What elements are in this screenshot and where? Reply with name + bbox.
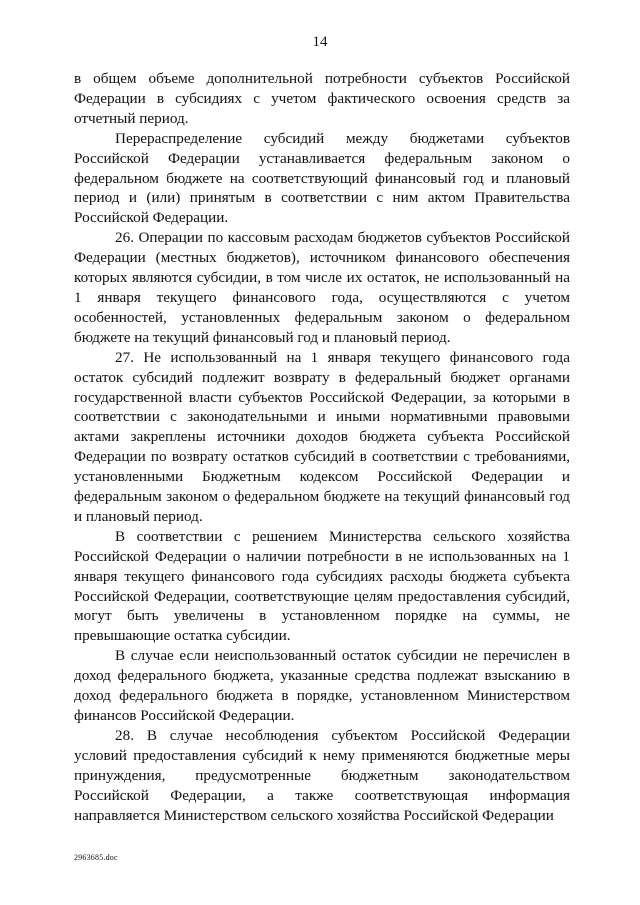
paragraph-item-27: 27. Не использованный на 1 января текущего финансового года остаток субсидий подлежит возврату в федеральный бюджет органами государственной власти субъектов Российской Федерации, за которыми в соответствии с законодательными и иными нормативными правовыми актами закреплены источники доходов бюджета субъекта Российской Федерации по возврату остатков субсидий в соответствии с требованиями, установленными Бюджетным кодексом Российской Федерации и федеральным законом о федеральном бюджете на текущий финансовый год и плановый период. bbox=[74, 348, 570, 525]
paragraph-item-28: 28. В случае несоблюдения субъектом Российской Федерации условий предоставления субсидий к нему применяются бюджетные меры принуждения, предусмотренные бюджетным законодательством Российской Федерации, а также соответствующая информация направляется Министерством сельского хозяйства Российской Федерации bbox=[74, 726, 570, 824]
document-body bbox=[74, 69, 570, 825]
document-file-code: 2963685.doc bbox=[74, 853, 118, 862]
paragraph-item-26: 26. Операции по кассовым расходам бюджетов субъектов Российской Федерации (местных бюджетов), источником финансового обеспечения которых являются субсидии, в том числе их остаток, не использованный на 1 января текущего финансового года, осуществляются с учетом особенностей, установленных федеральным законом о федеральном бюджете на текущий финансовый год и плановый период. bbox=[74, 229, 570, 346]
paragraph-redistribution: Перераспределение субсидий между бюджетами субъектов Российской Федерации устанавливается федеральным законом о федеральном бюджете на соответствующий финансовый год и плановый период и (или) принятым в соответствии с ним актом Правительства Российской Федерации. bbox=[74, 129, 570, 227]
page-number: 14 bbox=[312, 34, 328, 50]
paragraph-continuation: в общем объеме дополнительной потребности субъектов Российской Федерации в субсидиях с учетом фактического освоения средств за отчетный период. bbox=[74, 70, 570, 127]
paragraph-unused-balance: В случае если неиспользованный остаток субсидии не перечислен в доход федерального бюджета, указанные средства подлежат взысканию в доход федерального бюджета в порядке, установленном Министерством финансов Российской Федерации. bbox=[74, 647, 570, 724]
paragraph-ministry-decision: В соответствии с решением Министерства сельского хозяйства Российской Федерации о наличии потребности в не использованных на 1 января текущего финансового года субсидиях расходы бюджета субъекта Российской Федерации, соответствующие целям предоставления субсидий, могут быть увеличены в установленном порядке на суммы, не превышающие остатка субсидии. bbox=[74, 527, 570, 645]
